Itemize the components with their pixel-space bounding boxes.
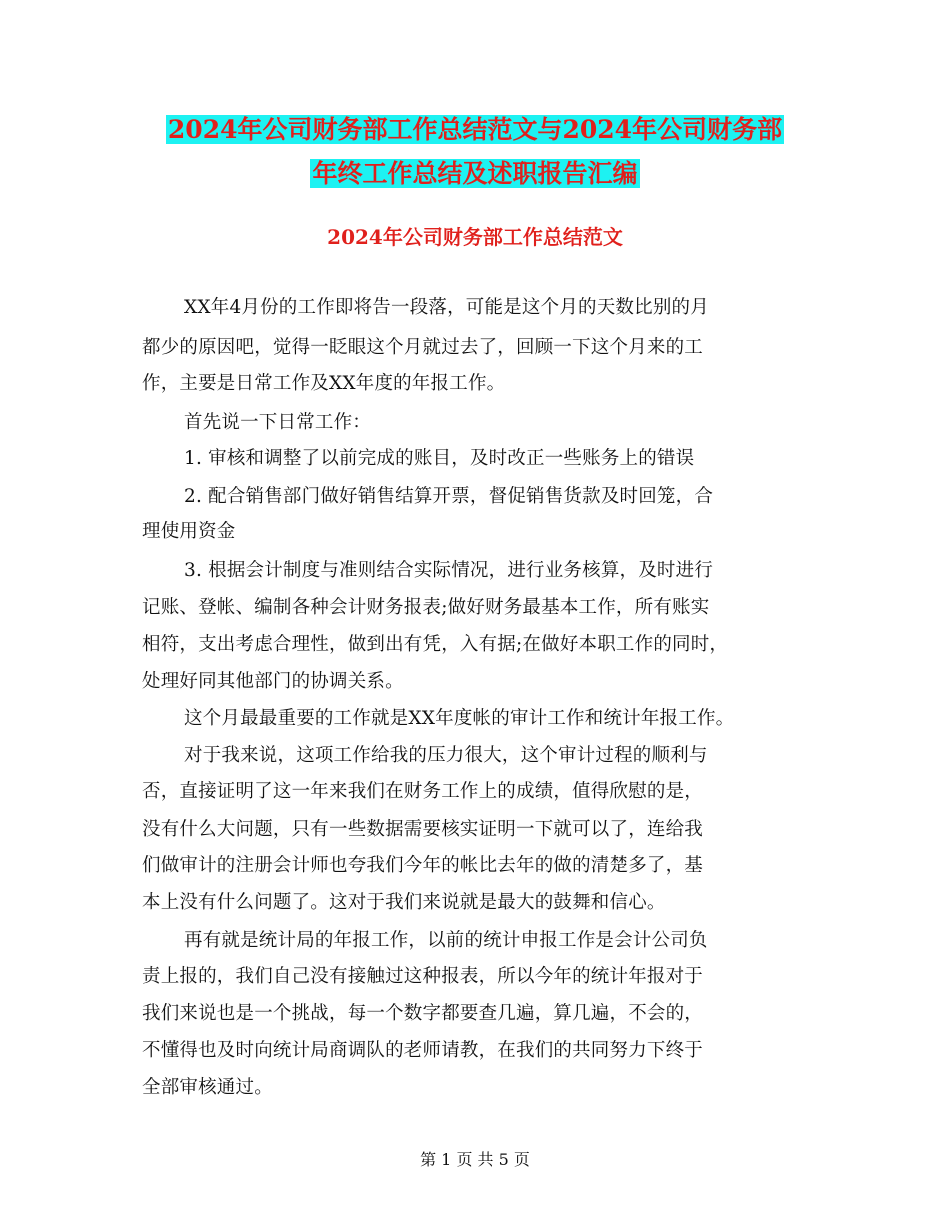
paragraph-line: XX年4月份的工作即将告一段落，可能是这个月的天数比别的月 (184, 297, 709, 318)
paragraph-line: 对于我来说，这项工作给我的压力很大，这个审计过程的顺利与 (184, 745, 708, 766)
list-item-1: 1. 审核和调整了以前完成的账目，及时改正一些账务上的错误 (184, 448, 695, 469)
list-item-3: 3. 根据会计制度与准则结合实际情况，进行业务核算，及时进行 (184, 560, 714, 581)
paragraph-line: 本上没有什么问题了。这对于我们来说就是最大的鼓舞和信心。 (142, 892, 666, 913)
document-title-line-1 (0, 112, 950, 148)
paragraph-line: 责上报的，我们自己没有接触过这种报表，所以今年的统计年报对于 (142, 966, 704, 987)
paragraph-line: 记账、登帐、编制各种会计财务报表;做好财务最基本工作，所有账实 (142, 597, 710, 618)
paragraph-line: 们做审计的注册会计师也夸我们今年的帐比去年的做的清楚多了，基 (142, 855, 704, 876)
paragraph-line: 都少的原因吧，觉得一眨眼这个月就过去了，回顾一下这个月来的工 (142, 337, 704, 358)
paragraph-line: 相符，支出考虑合理性，做到出有凭，入有据;在做好本职工作的同时， (142, 634, 729, 655)
paragraph-line: 不懂得也及时向统计局商调队的老师请教，在我们的共同努力下终于 (142, 1040, 704, 1061)
list-item-2: 2. 配合销售部门做好销售结算开票，督促销售货款及时回笼，合 (184, 486, 714, 507)
paragraph-line: 全部审核通过。 (142, 1077, 273, 1098)
paragraph-line: 理使用资金 (142, 521, 236, 542)
title-highlight-1: 2024年公司财务部工作总结范文与2024年公司财务部 (167, 115, 783, 144)
paragraph-line: 没有什么大问题，只有一些数据需要核实证明一下就可以了，连给我 (142, 819, 704, 840)
paragraph-line: 否，直接证明了这一年来我们在财务工作上的成绩，值得欣慰的是， (142, 781, 704, 802)
paragraph-line: 处理好同其他部门的协调关系。 (142, 671, 404, 692)
title-highlight-2: 年终工作总结及述职报告汇编 (312, 159, 638, 188)
paragraph-line: 这个月最最重要的工作就是XX年度帐的审计工作和统计年报工作。 (184, 708, 735, 729)
page-footer: 第 1 页 共 5 页 (420, 1150, 530, 1169)
section-heading: 2024年公司财务部工作总结范文 (327, 225, 623, 249)
paragraph-line: 首先说一下日常工作： (184, 412, 372, 433)
paragraph-line: 再有就是统计局的年报工作，以前的统计申报工作是会计公司负 (184, 930, 708, 951)
paragraph-line: 作，主要是日常工作及XX年度的年报工作。 (142, 373, 506, 394)
document-title-line-2 (0, 156, 950, 192)
paragraph-line: 我们来说也是一个挑战，每一个数字都要查几遍，算几遍，不会的， (142, 1003, 704, 1024)
